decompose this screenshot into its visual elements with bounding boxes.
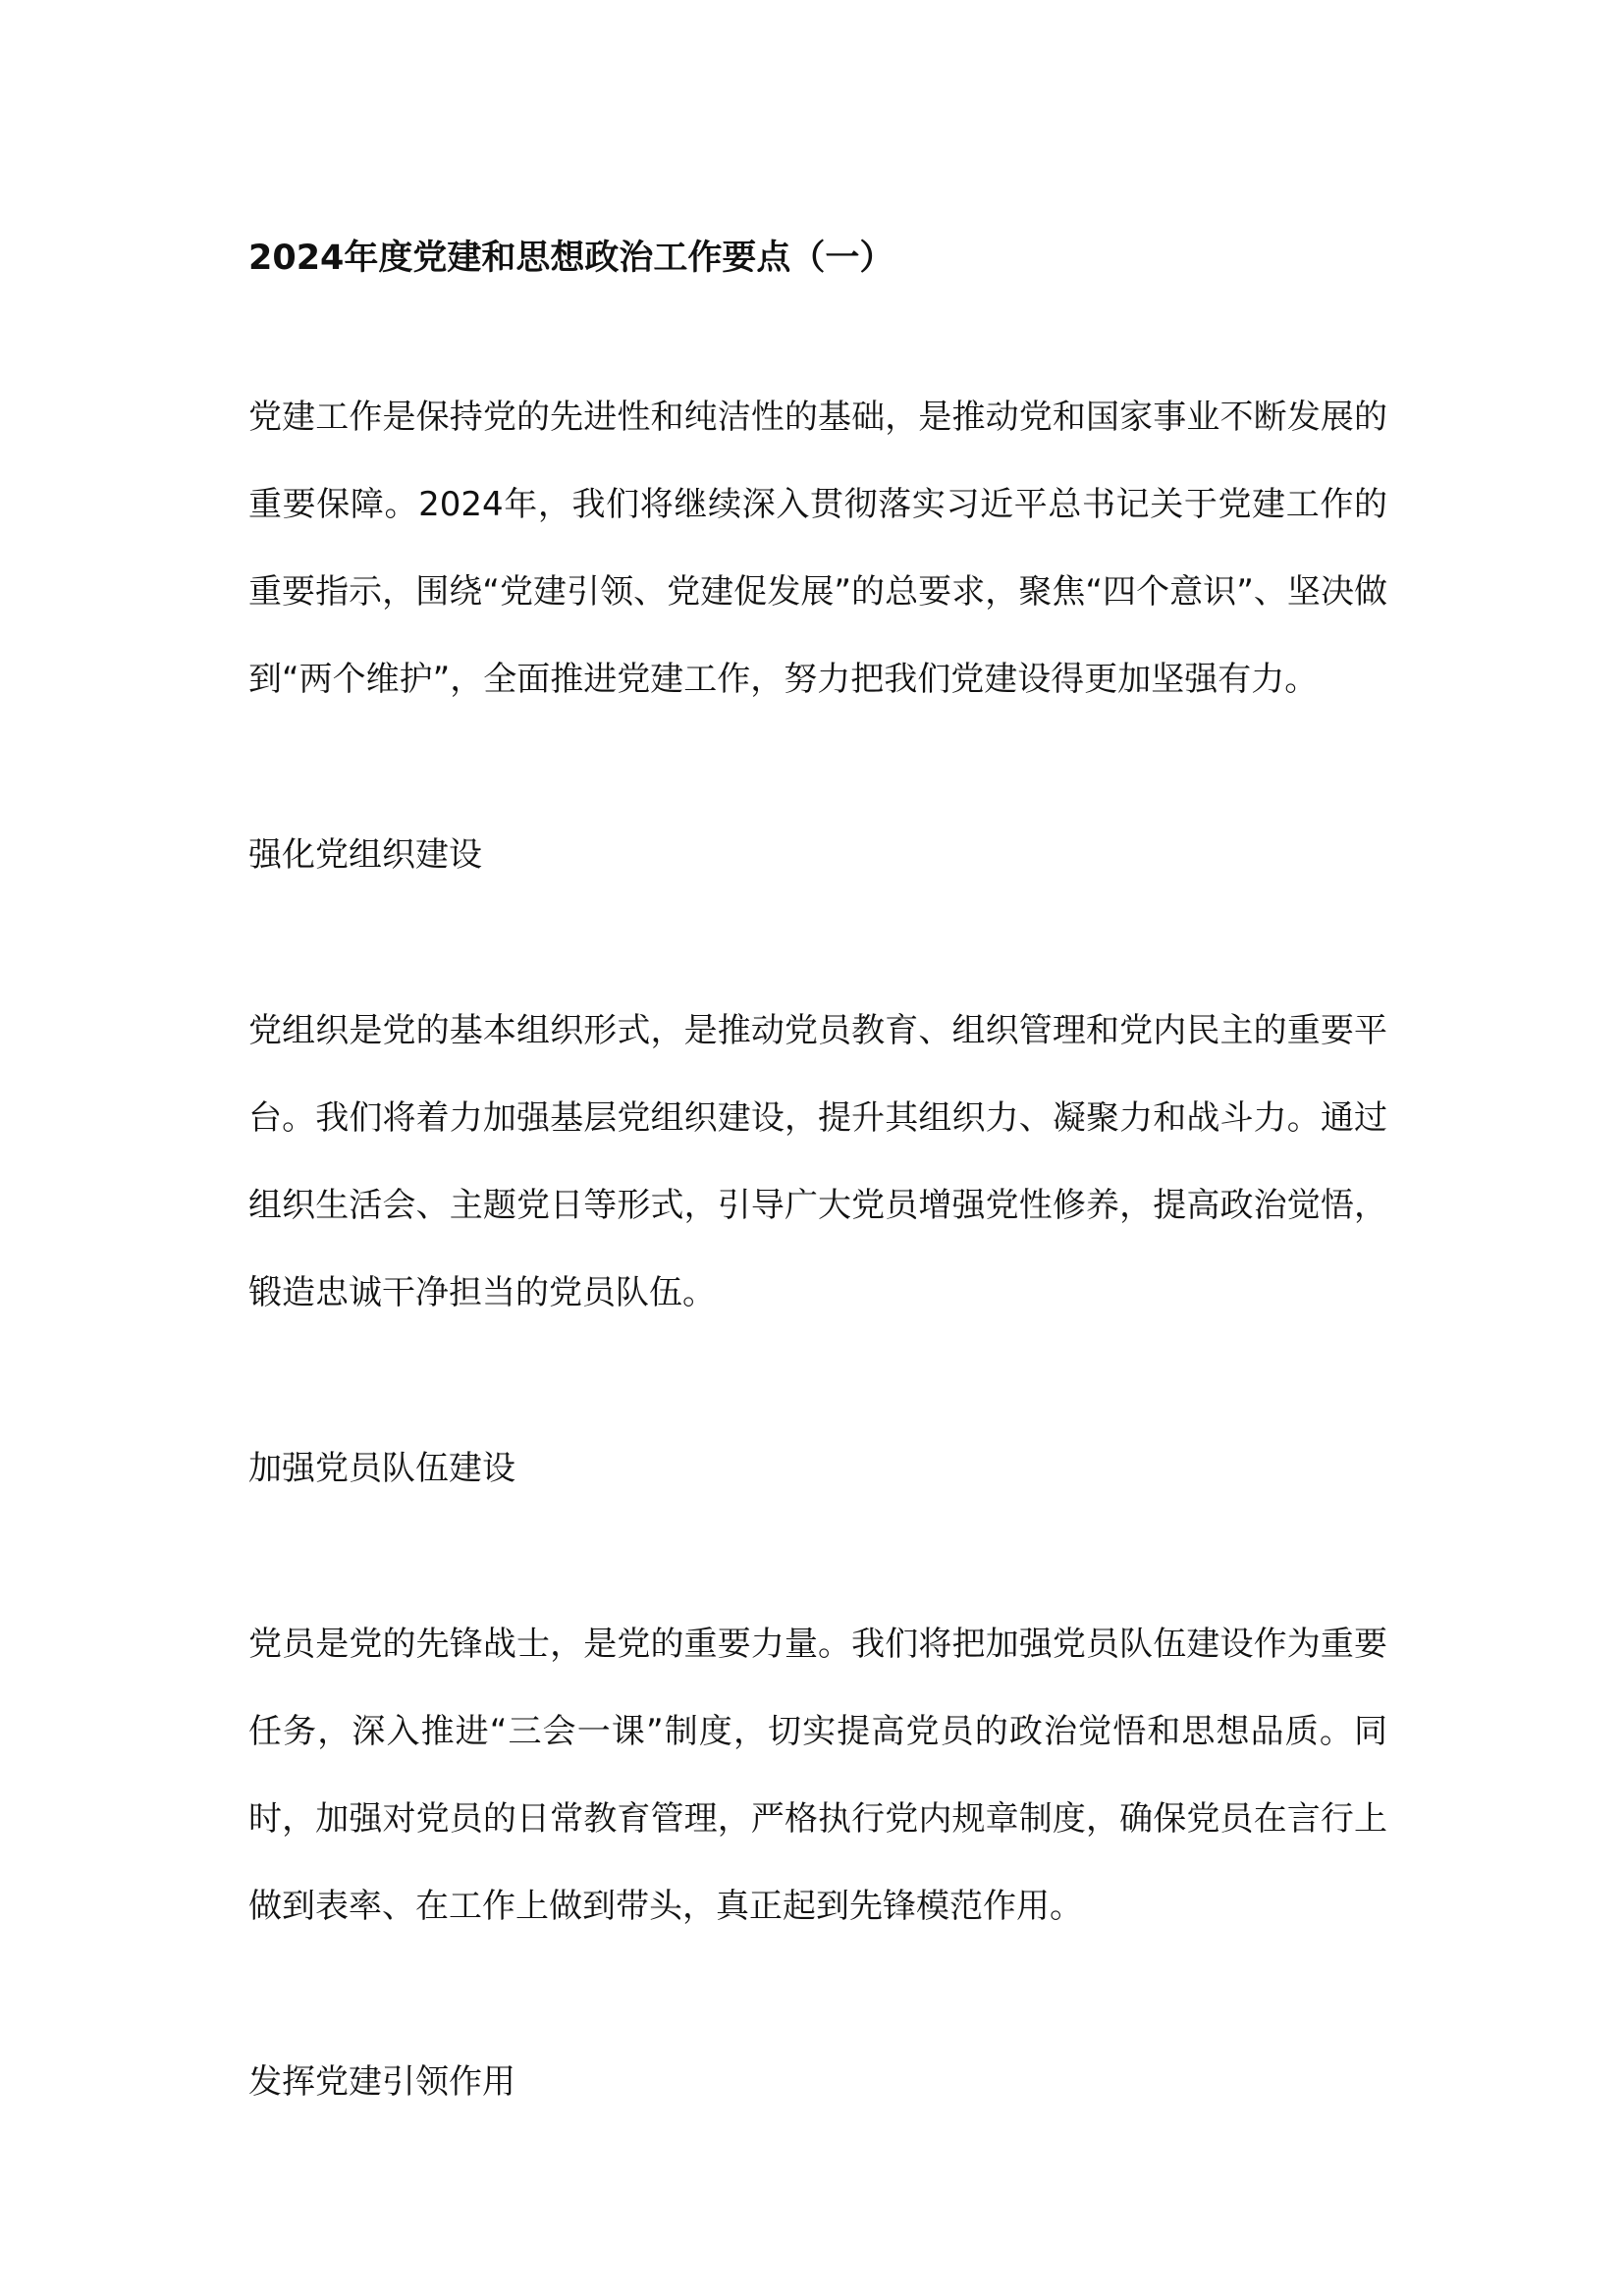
section-heading-leadership: 发挥党建引领作用 (248, 2062, 515, 2102)
spacer (248, 1337, 1387, 1425)
spacer (248, 723, 1387, 812)
intro-paragraph: 党建工作是保持党的先进性和纯洁性的基础，是推动党和国家事业不断发展的重要保障。2024年，我们将继续深入贯彻落实习近平总书记关于党建工作的重要指示，围绕“党建引领、党建促发展”的总要求，聚焦“四个意识”、坚决做到“两个维护”，全面推进党建工作，努力把我们党建设得更加坚强有力。 (248, 398, 1387, 699)
section-body-organization: 党组织是党的基本组织形式，是推动党员教育、组织管理和党内民主的重要平台。我们将着力加强基层党组织建设，提升其组织力、凝聚力和战斗力。通过组织生活会、主题党日等形式，引导广大党员增强党性修养，提高政治觉悟，锻造忠诚干净担当的党员队伍。 (248, 1011, 1387, 1312)
document-title: 2024年度党建和思想政治工作要点（一） (248, 239, 894, 278)
spacer (248, 1950, 1387, 2039)
section-heading-members: 加强党员队伍建设 (248, 1449, 515, 1488)
document-body (248, 226, 1387, 2126)
spacer (248, 1513, 1387, 1601)
spacer (248, 291, 1387, 374)
spacer (248, 899, 1387, 988)
section-heading-organization: 强化党组织建设 (248, 835, 482, 875)
section-body-members: 党员是党的先锋战士，是党的重要力量。我们将把加强党员队伍建设作为重要任务，深入推进“三会一课”制度，切实提高党员的政治觉悟和思想品质。同时，加强对党员的日常教育管理，严格执行党内规章制度，确保党员在言行上做到表率、在工作上做到带头，真正起到先锋模范作用。 (248, 1625, 1387, 1926)
